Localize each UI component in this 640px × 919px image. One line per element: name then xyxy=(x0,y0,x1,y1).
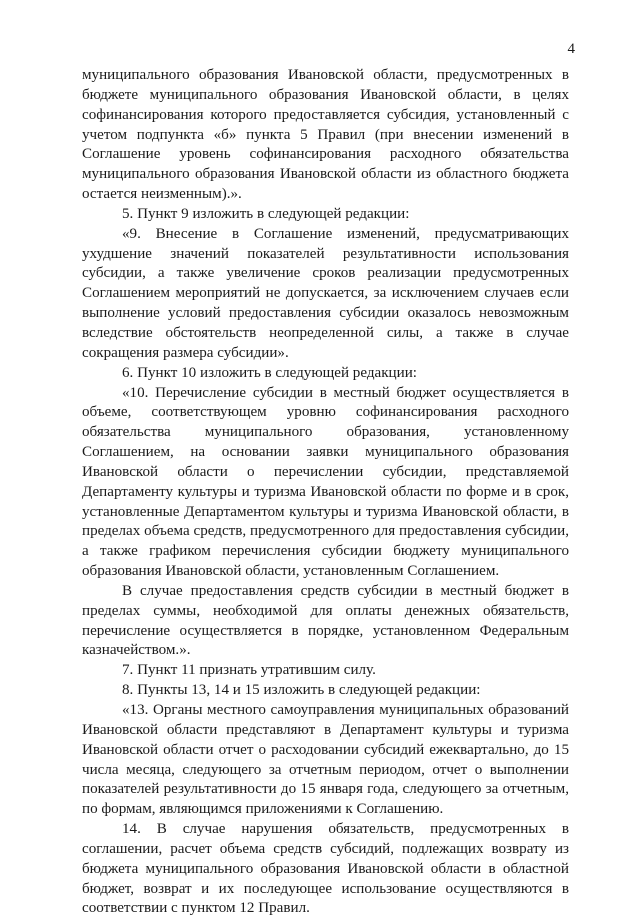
paragraph-clause-13: «13. Органы местного самоуправления муниципальных образований Ивановской области представляют в Департамент культуры и туризма Ивановской области отчет о расходовании субсидий ежеквартально, до 15 числа месяца, следующего за отчетным периодом, отчет о выполнении показателей результативности до 15 января года, следующего за отчетным, по формам, являющимся приложениями к Соглашению. xyxy=(82,702,569,818)
paragraph-clause-14: 14. В случае нарушения обязательств, предусмотренных в соглашении, расчет объема средств субсидий, подлежащих возврату из бюджета муниципального образования Ивановской области в областной бюджет, возврат и их последующее использование осуществляются в соответствии с пунктом 12 Правил. xyxy=(82,821,569,917)
paragraph-item-8: 8. Пункты 13, 14 и 15 изложить в следующей редакции: xyxy=(122,682,481,699)
page-number: 4 xyxy=(567,41,575,57)
paragraph-continuation: муниципального образования Ивановской области, предусмотренных в бюджете муниципального образования Ивановской области, в целях софинансирования которого предоставляется субсидия, установленный с учетом подпункта «б» пункта 5 Правил (при внесении изменений в Соглашение уровень софинансирования расходного обязательства муниципального образования Ивановской области из областного бюджета остается неизменным).». xyxy=(82,67,569,203)
paragraph-item-5: 5. Пункт 9 изложить в следующей редакции: xyxy=(122,205,410,222)
paragraph-item-7: 7. Пункт 11 признать утратившим силу. xyxy=(122,662,376,679)
paragraph-clause-9: «9. Внесение в Соглашение изменений, предусматривающих ухудшение значений показателей результативности использования субсидии, а также увеличение сроков реализации предусмотренных Соглашением мероприятий не допускается, за исключением случаев если выполнение условий предоставления субсидии оказалось невозможным вследствие обстоятельств неопределенной силы, а также в случае сокращения размера субсидии». xyxy=(82,225,569,361)
paragraph-clause-10-part-2: В случае предоставления средств субсидии в местный бюджет в пределах суммы, необходимой для оплаты денежных обязательств, перечисление осуществляется в порядке, установленном Федеральным казначейством.». xyxy=(82,582,569,659)
paragraph-clause-10: «10. Перечисление субсидии в местный бюджет осуществляется в объеме, соответствующем уровню софинансирования расходного обязательства муниципального образования, установленному Соглашением, на основании заявки муниципального образования Ивановской области о перечислении субсидии, представляемой Департаменту культуры и туризма Ивановской области по форме и в срок, установленные Департаментом культуры и туризма Ивановской области, в пределах объема средств, предусмотренного для предоставления субсидии, а также графиком перечисления субсидии бюджету муниципального образования Ивановской области, установленным Соглашением. xyxy=(82,384,569,580)
document-body xyxy=(82,66,569,919)
paragraph-item-6: 6. Пункт 10 изложить в следующей редакции: xyxy=(122,364,417,381)
